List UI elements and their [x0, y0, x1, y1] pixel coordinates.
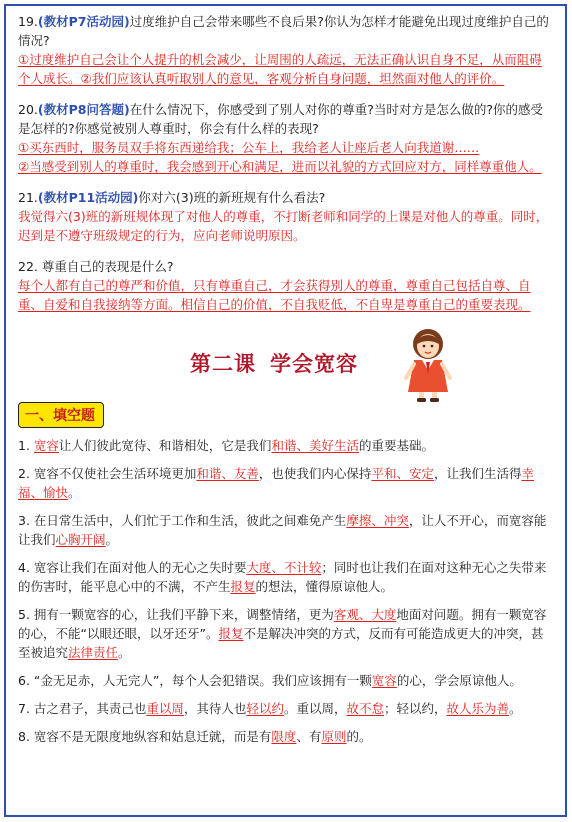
fill-text: 1.	[18, 438, 34, 453]
fill-in-list	[18, 436, 552, 746]
blank-answer: 报复	[230, 579, 256, 594]
blank-answer: 客观、大度	[333, 607, 397, 622]
lesson-name: 学会宽容	[270, 351, 358, 376]
fill-text: 4. 宽容让我们在面对他人的无心之失时要	[18, 560, 247, 575]
blank-answer: 故人乐为善	[446, 701, 510, 716]
blank-answer: 报复	[218, 626, 244, 641]
blank-answer: 摩擦、冲突	[346, 513, 409, 528]
blank-answer: 大度、不计较	[246, 560, 322, 575]
fill-text: 不是解决冲突的方式，反而有可能造成更大的冲突，甚至被追究	[18, 626, 544, 660]
fill-text: ，其待人也	[183, 701, 247, 716]
fill-text: 。	[105, 532, 119, 547]
fill-text: 。	[118, 645, 131, 660]
girl-illustration-icon	[400, 326, 456, 402]
fill-text: 的想法，懂得原谅他人。	[255, 579, 394, 594]
question-body: 过度维护自己会带来哪些不良后果?你认为怎样才能避免出现过度维护自己的情况?	[18, 14, 549, 48]
question-20-answer-2: ②当感受到别人的尊重时，我会感到开心和满足，进而以礼貌的方式回应对方，同样尊重他人。	[18, 159, 542, 174]
fill-item	[18, 464, 552, 502]
question-tag: (教材P8问答题)	[37, 102, 130, 117]
fill-item	[18, 727, 552, 746]
fill-item	[18, 436, 552, 455]
fill-text: ，让人不开心，而宽容能让我们	[18, 513, 547, 547]
blank-answer: 轻以约	[246, 701, 284, 716]
question-tag: (教材P7活动园)	[37, 14, 130, 29]
fill-text: 让人们彼此宽待、和谐相处，它是我们	[58, 438, 272, 453]
question-21-text	[18, 188, 552, 207]
fill-text: 6. “金无足赤，人无完人”，每个人会犯错误。我们应该拥有一颗	[18, 673, 372, 688]
question-body: 在什么情况下，你感受到了别人对你的尊重?当时对方是怎么做的?你的感受是怎样的?你感觉被别人尊重时，你会有什么样的表现?	[18, 102, 543, 136]
question-body: 你对六(3)班的新班规有什么看法?	[138, 190, 326, 205]
fill-item	[18, 671, 552, 690]
question-19	[18, 12, 552, 88]
blank-answer: 限度	[271, 729, 297, 744]
blank-answer: 故不怠	[346, 701, 384, 716]
blank-answer: 和谐、美好生活	[271, 438, 359, 453]
document-content	[18, 12, 552, 755]
blank-answer: 宽容	[371, 673, 397, 688]
section-badge: 一、填空题	[18, 402, 104, 428]
fill-text: 、有	[296, 729, 322, 744]
fill-text: 的重要基础。	[358, 438, 434, 453]
lesson-number: 第二课	[190, 351, 256, 376]
question-number: 21.	[18, 190, 38, 205]
fill-text: 。	[509, 701, 522, 716]
blank-answer: 重以周	[146, 701, 184, 716]
fill-text: ，让我们生活得	[433, 466, 522, 481]
fill-text: 3. 在日常生活中，人们忙于工作和生活，彼此之间难免产生	[18, 513, 347, 528]
question-22-text: 22. 尊重自己的表现是什么?	[18, 259, 174, 274]
question-21-answer: 我觉得六(3)班的新班规体现了对他人的尊重，不打断老师和同学的上课是对他人的尊重。同时，迟到是不遵守班级规定的行为，应向老师说明原因。	[18, 209, 549, 243]
blank-answer: 原则	[321, 729, 347, 744]
blank-answer: 宽容	[33, 438, 59, 453]
question-21	[18, 188, 552, 245]
fill-text: ；同时也让我们在面对这种无心之失带来的伤害时，能平息心中的不满，不产生	[18, 560, 547, 594]
fill-text: ；轻以约，	[383, 701, 447, 716]
fill-item	[18, 558, 552, 596]
blank-answer: 平和、安定	[371, 466, 434, 481]
question-number: 19.	[18, 14, 38, 29]
fill-text: 的心，学会原谅他人。	[396, 673, 522, 688]
question-20	[18, 100, 552, 176]
blank-answer: 法律责任	[68, 645, 119, 660]
question-tag: (教材P11活动园)	[37, 190, 139, 205]
fill-item	[18, 511, 552, 549]
question-number: 20.	[18, 102, 38, 117]
fill-text: 5. 拥有一颗宽容的心，让我们平静下来，调整情绪，更为	[18, 607, 334, 622]
fill-text: 7. 古之君子，其责己也	[18, 701, 147, 716]
lesson-header	[18, 326, 552, 402]
question-19-answer: ①过度维护自己会让个人提升的机会减少，让周围的人疏远，无法正确认识自身不足，从而阻碍个人成长。②我们应该认真听取别人的意见，客观分析自身问题，坦然面对他人的评价。	[18, 52, 542, 86]
fill-text: 的。	[346, 729, 372, 744]
fill-text: 。重以周，	[283, 701, 347, 716]
question-19-text	[18, 12, 552, 50]
question-22-answer: 每个人都有自己的尊严和价值，只有尊重自己，才会获得别人的尊重，尊重自己包括自尊、自重、自爱和自我接纳等方面。相信自己的价值，不自我贬低，不自卑是尊重自己的重要表现。	[18, 278, 531, 312]
blank-answer: 心胸开阔	[55, 532, 106, 547]
fill-text: 8. 宽容不是无限度地纵容和姑息迁就，而是有	[18, 729, 272, 744]
fill-item	[18, 699, 552, 718]
fill-text: 2. 宽容不仅使社会生活环境更加	[18, 466, 197, 481]
question-20-text	[18, 100, 552, 138]
question-20-answer-1: ①买东西时，服务员双手将东西递给我；公车上，我给老人让座后老人向我道谢……	[18, 140, 480, 155]
fill-text: 。	[68, 485, 81, 500]
lesson-title	[190, 348, 358, 378]
blank-answer: 幸福、愉快	[18, 466, 534, 500]
blank-answer: 和谐、友善	[196, 466, 259, 481]
fill-text: 地面对问题。拥有一颗宽容的心，不能“以眼还眼，以牙还牙”。	[18, 607, 547, 641]
question-22	[18, 257, 552, 314]
fill-text: ，也使我们内心保持	[258, 466, 372, 481]
fill-item	[18, 605, 552, 662]
